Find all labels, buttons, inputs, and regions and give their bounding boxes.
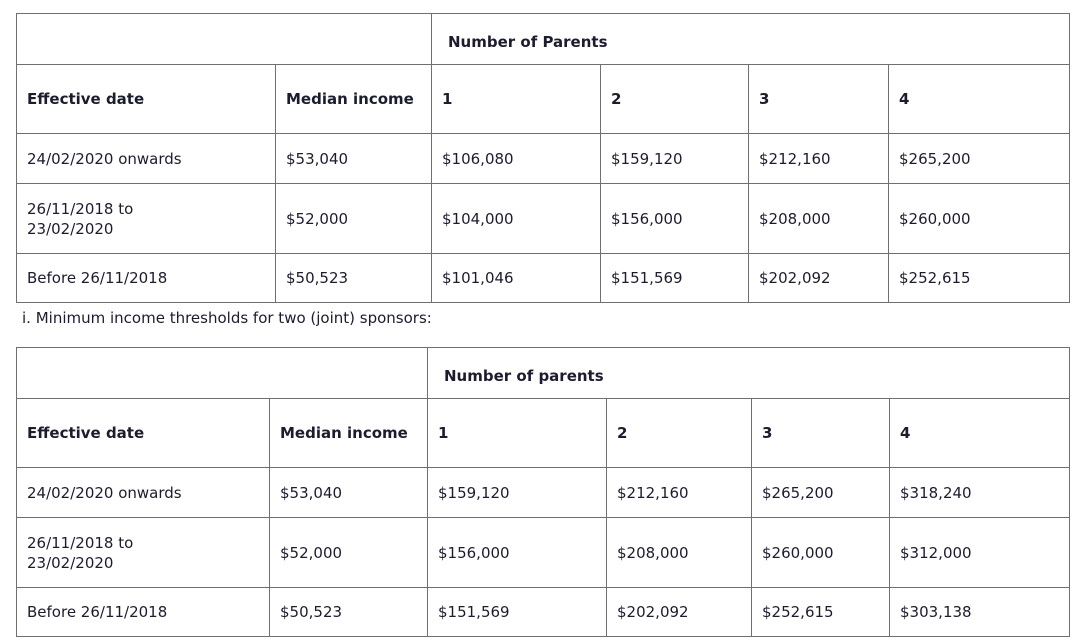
effective-date-header: Effective date [17, 65, 276, 134]
threshold-cell: $265,200 [889, 134, 1070, 184]
table-row [17, 468, 1070, 518]
effective-date-cell: 24/02/2020 onwards [17, 134, 276, 184]
median-income-cell: $52,000 [276, 184, 432, 254]
threshold-cell: $202,092 [607, 588, 752, 637]
median-income-cell: $52,000 [270, 518, 428, 588]
effective-date-cell: Before 26/11/2018 [17, 588, 270, 637]
table-row [17, 588, 1070, 637]
income-threshold-table-joint [16, 347, 1070, 637]
threshold-cell: $208,000 [749, 184, 889, 254]
threshold-cell: $252,615 [889, 254, 1070, 303]
threshold-cell: $151,569 [428, 588, 607, 637]
number-of-parents-header: Number of Parents [432, 14, 1070, 65]
threshold-cell: $159,120 [601, 134, 749, 184]
number-of-parents-header: Number of parents [428, 348, 1070, 399]
median-income-cell: $50,523 [270, 588, 428, 637]
table-header-group-row [17, 348, 1070, 399]
parents-4-header: 4 [890, 399, 1070, 468]
median-income-header: Median income [270, 399, 428, 468]
effective-date-cell: 26/11/2018 to 23/02/2020 [17, 518, 270, 588]
empty-corner-cell [17, 14, 432, 65]
joint-sponsors-note: i. Minimum income thresholds for two (joint) sponsors: [22, 309, 432, 327]
table-column-header-row [17, 65, 1070, 134]
empty-corner-cell [17, 348, 428, 399]
table-column-header-row [17, 399, 1070, 468]
table-row [17, 184, 1070, 254]
threshold-cell: $159,120 [428, 468, 607, 518]
threshold-cell: $212,160 [607, 468, 752, 518]
effective-date-cell: 24/02/2020 onwards [17, 468, 270, 518]
median-income-header: Median income [276, 65, 432, 134]
threshold-cell: $265,200 [752, 468, 890, 518]
threshold-cell: $151,569 [601, 254, 749, 303]
table-row [17, 518, 1070, 588]
threshold-cell: $156,000 [601, 184, 749, 254]
parents-1-header: 1 [432, 65, 601, 134]
threshold-cell: $208,000 [607, 518, 752, 588]
parents-3-header: 3 [749, 65, 889, 134]
median-income-cell: $50,523 [276, 254, 432, 303]
median-income-cell: $53,040 [276, 134, 432, 184]
parents-1-header: 1 [428, 399, 607, 468]
effective-date-cell: Before 26/11/2018 [17, 254, 276, 303]
threshold-cell: $260,000 [752, 518, 890, 588]
threshold-cell: $212,160 [749, 134, 889, 184]
parents-4-header: 4 [889, 65, 1070, 134]
threshold-cell: $260,000 [889, 184, 1070, 254]
threshold-cell: $318,240 [890, 468, 1070, 518]
threshold-cell: $303,138 [890, 588, 1070, 637]
effective-date-header: Effective date [17, 399, 270, 468]
parents-3-header: 3 [752, 399, 890, 468]
table-row [17, 134, 1070, 184]
median-income-cell: $53,040 [270, 468, 428, 518]
threshold-cell: $312,000 [890, 518, 1070, 588]
parents-2-header: 2 [601, 65, 749, 134]
threshold-cell: $156,000 [428, 518, 607, 588]
threshold-cell: $106,080 [432, 134, 601, 184]
threshold-cell: $202,092 [749, 254, 889, 303]
threshold-cell: $252,615 [752, 588, 890, 637]
effective-date-cell: 26/11/2018 to 23/02/2020 [17, 184, 276, 254]
threshold-cell: $101,046 [432, 254, 601, 303]
table-row [17, 254, 1070, 303]
income-threshold-table-single [16, 13, 1070, 303]
table-header-group-row [17, 14, 1070, 65]
threshold-cell: $104,000 [432, 184, 601, 254]
parents-2-header: 2 [607, 399, 752, 468]
